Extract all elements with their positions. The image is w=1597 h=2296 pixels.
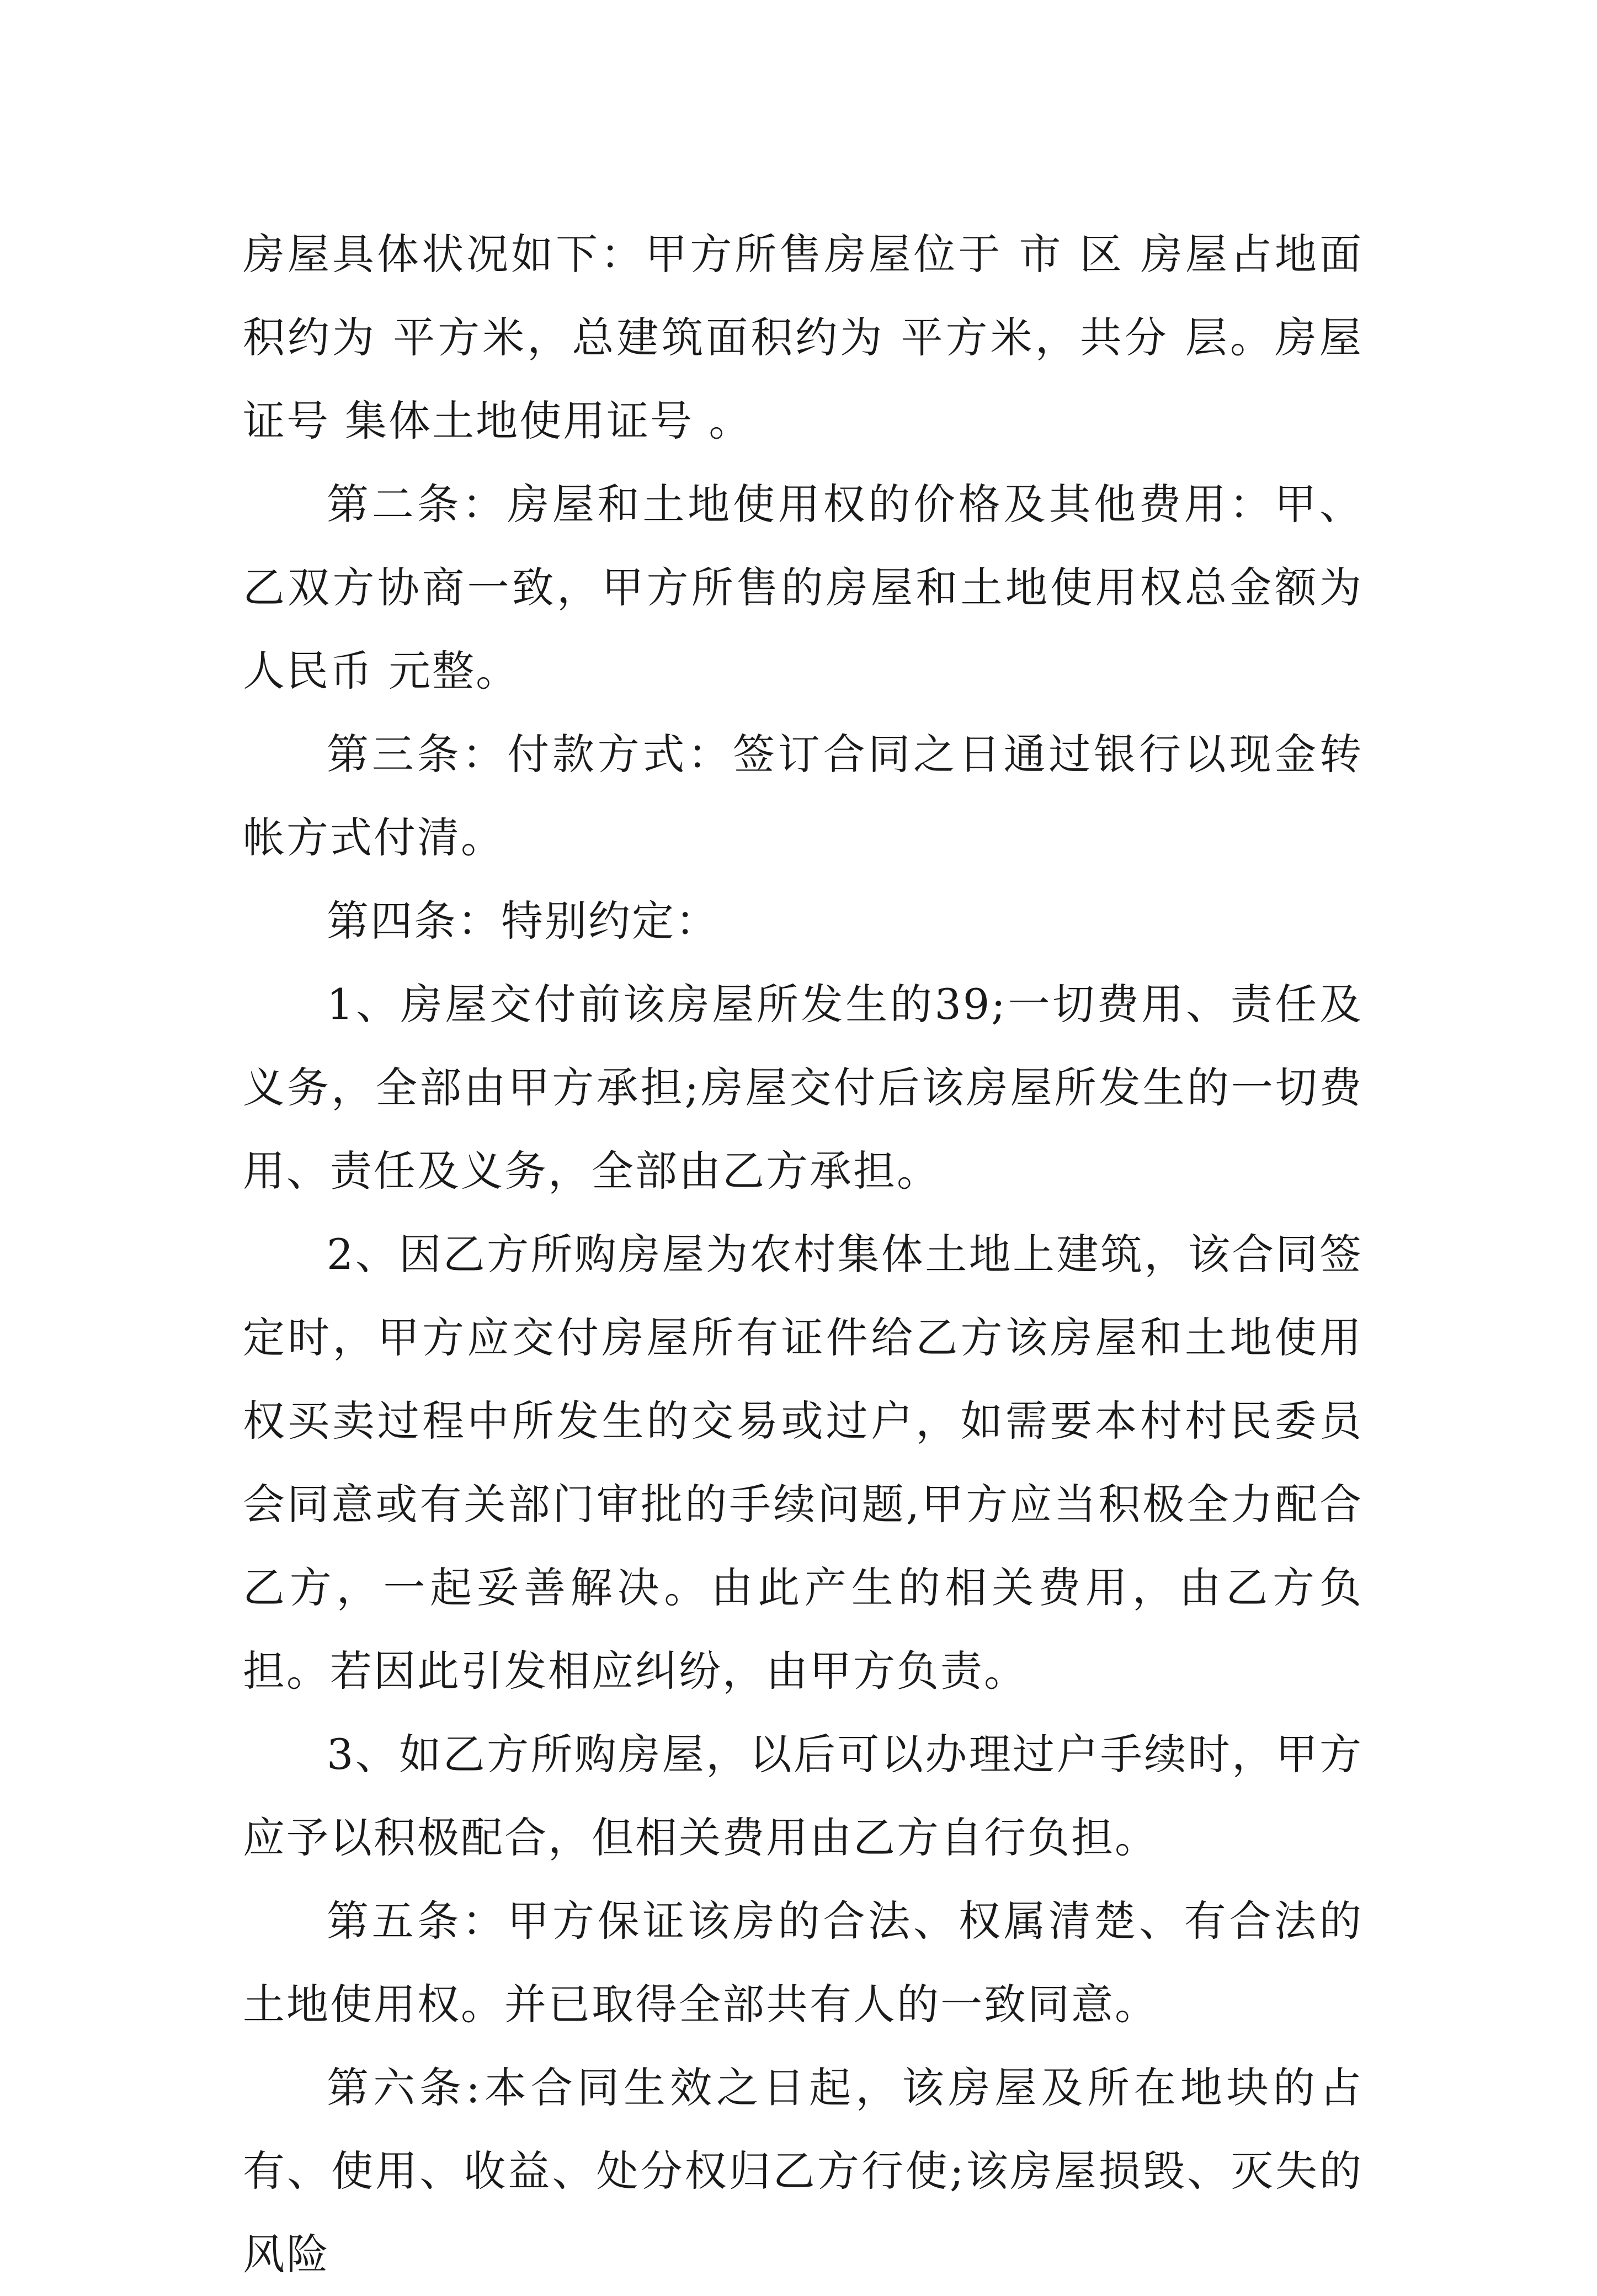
paragraph-article-6: 第六条:本合同生效之日起，该房屋及所在地块的占有、使用、收益、处分权归乙方行使;该房屋损毁、灭失的风险: [243, 2063, 1363, 2279]
paragraph-article-2: 第二条：房屋和土地使用权的价格及其他费用：甲、乙双方协商一致，甲方所售的房屋和土地使用权总金额为人民币 元整。: [243, 480, 1363, 695]
paragraph-article-5: 第五条：甲方保证该房的合法、权属清楚、有合法的土地使用权。并已取得全部共有人的一致同意。: [243, 1896, 1363, 2029]
document-body: [243, 212, 1363, 2296]
paragraph-article-3: 第三条：付款方式：签订合同之日通过银行以现金转帐方式付清。: [243, 730, 1363, 862]
paragraph-article-4-item-2: 2、因乙方所购房屋为农村集体土地上建筑，该合同签定时，甲方应交付房屋所有证件给乙方该房屋和土地使用权买卖过程中所发生的交易或过户，如需要本村村民委员会同意或有关部门审批的手续问题,甲方应当积极全力配合乙方，一起妥善解决。由此产生的相关费用，由乙方负担。若因此引发相应纠纷，由甲方负责。: [243, 1230, 1363, 1696]
paragraph-property-status: 房屋具体状况如下：甲方所售房屋位于 市 区 房屋占地面积约为 平方米，总建筑面积约为 平方米，共分 层。房屋证号 集体土地使用证号 。: [243, 230, 1363, 445]
paragraph-article-4: 第四条：特别约定：: [327, 896, 719, 945]
paragraph-article-4-item-1: 1、房屋交付前该房屋所发生的39;一切费用、责任及义务，全部由甲方承担;房屋交付后该房屋所发生的一切费用、责任及义务，全部由乙方承担。: [243, 980, 1363, 1195]
paragraph-article-4-item-3: 3、如乙方所购房屋，以后可以办理过户手续时，甲方应予以积极配合，但相关费用由乙方自行负担。: [243, 1730, 1363, 1862]
